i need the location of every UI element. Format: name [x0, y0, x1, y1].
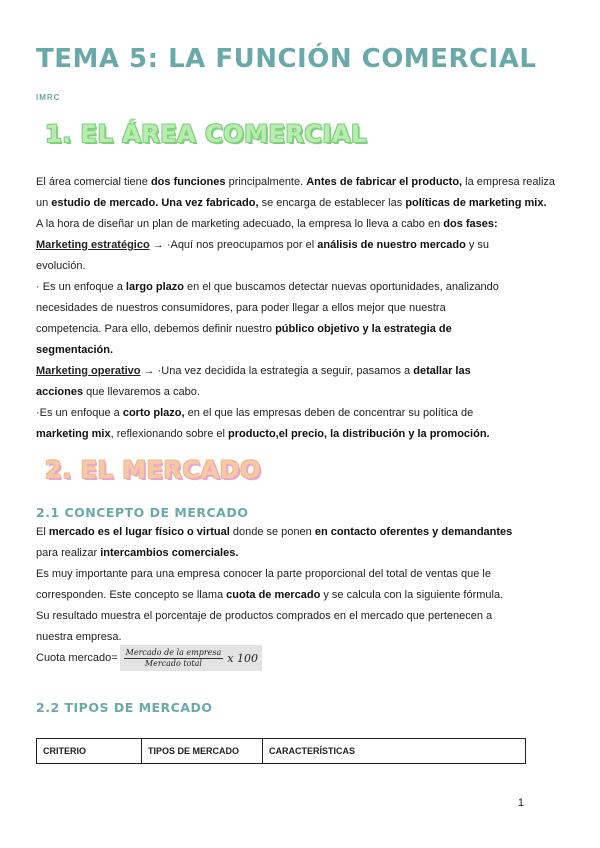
paragraph-line: para realizar intercambios comerciales. [36, 547, 239, 559]
table-header-row [37, 739, 526, 764]
paragraph-line: Es muy importante para una empresa conocer la parte proporcional del total de ventas que le [36, 568, 491, 580]
paragraph-line: marketing mix, reflexionando sobre el producto,el precio, la distribución y la promoción. [36, 428, 490, 440]
formula-denominator: Mercado total [144, 658, 202, 668]
section-2-1-body [36, 522, 512, 648]
market-types-table [36, 738, 526, 764]
paragraph-line: corresponden. Este concepto se llama cuota de mercado y se calcula con la siguiente fórmula. [36, 589, 504, 601]
paragraph-line: evolución. [36, 260, 86, 272]
table-header-criterio: CRITERIO [37, 739, 142, 764]
paragraph-line: Marketing operativo → ·Una vez decidida la estrategia a seguir, pasamos a detallar las [36, 365, 471, 377]
formula-multiplier: x 100 [227, 651, 258, 665]
formula-label: Cuota mercado= [36, 652, 118, 664]
formula-numerator: Mercado de la empresa [125, 647, 222, 657]
market-share-formula [36, 645, 262, 671]
subsection-2-2-heading: 2.2 TIPOS DE MERCADO [36, 700, 213, 715]
paragraph-line: segmentación. [36, 344, 114, 356]
paragraph-line: un estudio de mercado. Una vez fabricado, se encarga de establecer las políticas de marketing mix. [36, 197, 547, 209]
page-number: 1 [517, 797, 524, 809]
formula-fraction [124, 648, 224, 669]
paragraph-line: necesidades de nuestros consumidores, para poder llegar a ellos mejor que nuestra [36, 302, 446, 314]
section-1-body [36, 172, 555, 445]
paragraph-line: ·Es un enfoque a corto plazo, en el que las empresas deben de concentrar su política de [36, 407, 474, 419]
section-1-heading: 1. EL ÁREA COMERCIAL [45, 120, 367, 148]
paragraph-line: Su resultado muestra el porcentaje de productos comprados en el mercado que pertenecen a [36, 610, 493, 622]
author-initials: IMRC [36, 93, 61, 102]
subsection-2-1-heading: 2.1 CONCEPTO DE MERCADO [36, 505, 249, 520]
section-2-heading: 2. EL MERCADO [45, 456, 261, 484]
paragraph-line: · Es un enfoque a largo plazo en el que buscamos detectar nuevas oportunidades, analizando [36, 281, 499, 293]
paragraph-line: acciones que llevaremos a cabo. [36, 386, 200, 398]
paragraph-line: Marketing estratégico → ·Aquí nos preocupamos por el análisis de nuestro mercado y su [36, 239, 490, 251]
table-header-caracteristicas: CARACTERÍSTICAS [263, 739, 526, 764]
paragraph-line: nuestra empresa. [36, 631, 122, 643]
document-title: TEMA 5: LA FUNCIÓN COMERCIAL [36, 44, 537, 74]
table-header-tipos: TIPOS DE MERCADO [142, 739, 263, 764]
paragraph-line: El mercado es el lugar físico o virtual donde se ponen en contacto oferentes y demandantes [36, 526, 513, 538]
paragraph-line: A la hora de diseñar un plan de marketing adecuado, la empresa lo lleva a cabo en dos fases: [36, 218, 498, 230]
paragraph-line: competencia. Para ello, debemos definir nuestro público objetivo y la estrategia de [36, 323, 452, 335]
paragraph-line: El área comercial tiene dos funciones principalmente. Antes de fabricar el producto, la empresa realiza [36, 176, 556, 188]
formula-box [120, 645, 262, 671]
